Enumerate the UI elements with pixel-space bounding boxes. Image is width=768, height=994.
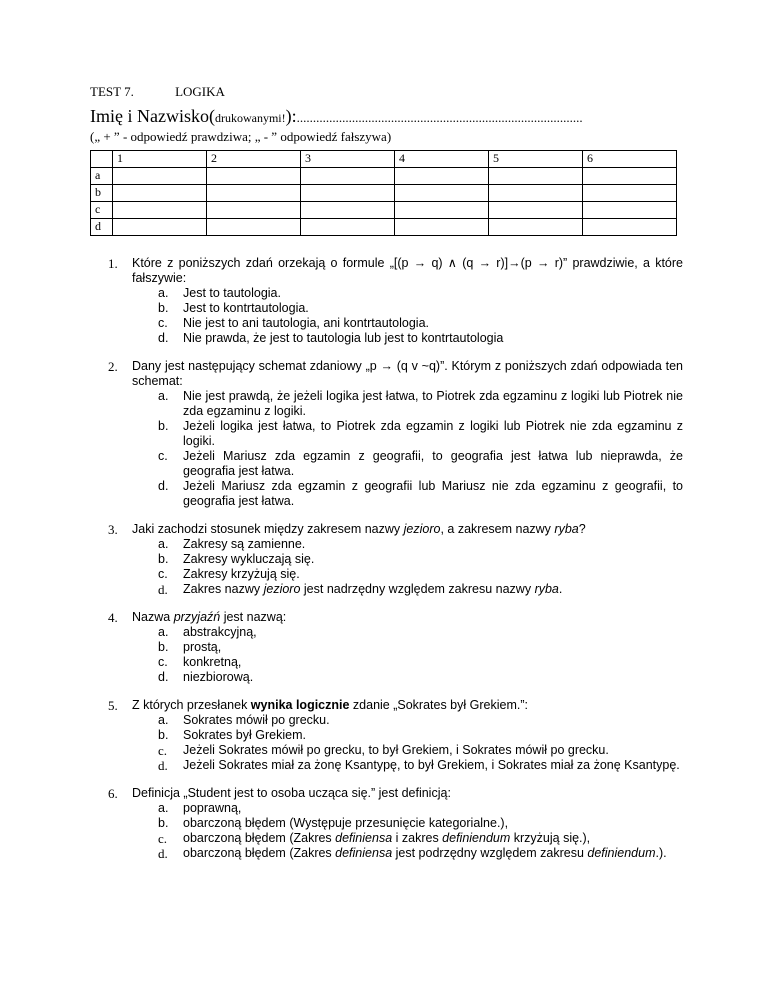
option-letter: a.: [158, 389, 169, 403]
answer-grid-row: [91, 202, 677, 219]
option: [158, 316, 683, 331]
test-label: TEST 7.: [90, 84, 134, 99]
question-5: [108, 698, 683, 773]
option: [158, 479, 683, 509]
row-label: b: [91, 185, 113, 202]
term-ryba: ryba: [554, 522, 579, 536]
option-text: Jeżeli Mariusz zda egzamin z geografii lub Mariusz nie zda egzaminu z geografii, to geografia jest łatwa.: [183, 479, 683, 508]
answer-cell[interactable]: [583, 185, 677, 202]
subject-label: LOGIKA: [175, 84, 225, 99]
option-list: [158, 537, 683, 597]
option: [158, 582, 683, 597]
option-list: [158, 713, 683, 773]
answer-cell[interactable]: [113, 185, 207, 202]
text-segment: Nazwa: [132, 610, 174, 624]
answer-cell[interactable]: [113, 202, 207, 219]
option: [158, 655, 683, 670]
option-letter: a.: [158, 713, 169, 727]
option-letter: b.: [158, 419, 169, 433]
option-letter: a.: [158, 286, 169, 300]
option-text: Nie prawda, że jest to tautologia lub jest to kontrtautologia: [183, 331, 504, 345]
option-text: Jeżeli Sokrates miał za żonę Ksantypę, to był Grekiem, i Sokrates miał za żonę Ksantypę.: [183, 758, 680, 772]
option: [158, 758, 683, 773]
option-letter: a.: [158, 801, 169, 815]
option-text: abstrakcyjną,: [183, 625, 257, 639]
text-segment: Zakres nazwy: [183, 582, 264, 596]
text-segment: .: [558, 582, 563, 596]
answer-grid: [90, 150, 677, 236]
option-letter: c.: [158, 567, 168, 581]
name-input-dots[interactable]: ........................................................................................: [296, 110, 583, 125]
text-segment: Z których przesłanek: [132, 698, 251, 712]
option-text: [183, 846, 667, 860]
term-definiensa: definiensa: [335, 831, 393, 845]
answer-cell[interactable]: [583, 219, 677, 236]
answer-cell[interactable]: [113, 168, 207, 185]
answer-legend: („ + ” - odpowiedź prawdziwa; „ - ” odpowiedź fałszywa): [90, 129, 392, 144]
option-text: niezbiorową.: [183, 670, 254, 684]
answer-cell[interactable]: [301, 168, 395, 185]
option: [158, 419, 683, 449]
option-text: prostą,: [183, 640, 222, 654]
term-przyjazn: przyjaźń: [173, 610, 221, 624]
name-suffix: ):: [285, 106, 297, 126]
column-header: 3: [301, 151, 395, 168]
option-letter: d.: [158, 670, 169, 684]
question-number: 2.: [108, 359, 118, 374]
text-segment: , a zakresem nazwy: [440, 522, 555, 536]
question-list: [108, 256, 683, 874]
answer-grid-row: [91, 185, 677, 202]
text-segment: obarczoną błędem (Zakres: [183, 831, 336, 845]
option-text: Sokrates mówił po grecku.: [183, 713, 330, 727]
option: [158, 743, 683, 758]
option-text: Zakresy krzyżują się.: [183, 567, 300, 581]
answer-cell[interactable]: [207, 202, 301, 219]
option-letter: c.: [158, 743, 168, 758]
option-text: poprawną,: [183, 801, 242, 815]
term-jezioro: jezioro: [403, 522, 441, 536]
text-segment: i zakres: [392, 831, 443, 845]
option: [158, 389, 683, 419]
term-definiendum: definiendum: [587, 846, 656, 860]
question-text: Definicja „Student jest to osoba ucząca się.” jest definicją:: [132, 786, 451, 800]
option-text: Jest to kontrtautologia.: [183, 301, 309, 315]
option: [158, 301, 683, 316]
term-jezioro: jezioro: [263, 582, 301, 596]
option-text: [183, 831, 590, 845]
text-segment: krzyżują się.),: [510, 831, 591, 845]
option: [158, 567, 683, 582]
question-text: [132, 610, 683, 625]
question-text: Dany jest następujący schemat zdaniowy „p → (q v ~q)”. Którym z poniższych zdań odpowiada ten schemat:: [132, 359, 683, 388]
option-letter: b.: [158, 552, 169, 566]
option-letter: c.: [158, 449, 168, 463]
option-letter: d.: [158, 479, 169, 493]
corner-cell: [91, 151, 113, 168]
text-segment: zdanie „Sokrates był Grekiem.”:: [349, 698, 528, 712]
answer-cell[interactable]: [583, 202, 677, 219]
option-letter: d.: [158, 758, 168, 773]
answer-cell[interactable]: [583, 168, 677, 185]
answer-cell[interactable]: [301, 219, 395, 236]
option-letter: d.: [158, 582, 168, 597]
option-letter: c.: [158, 316, 168, 330]
term-definiensa: definiensa: [335, 846, 393, 860]
option-text: Jeżeli logika jest łatwa, to Piotrek zda egzamin z logiki lub Piotrek nie zda egzaminu z logiki.: [183, 419, 683, 448]
answer-cell[interactable]: [207, 185, 301, 202]
option-text: konkretną,: [183, 655, 242, 669]
row-label: d: [91, 219, 113, 236]
option-letter: a.: [158, 537, 169, 551]
text-segment: obarczoną błędem (Zakres: [183, 846, 336, 860]
option-text: Sokrates był Grekiem.: [183, 728, 306, 742]
option-letter: d.: [158, 331, 169, 345]
answer-cell[interactable]: [489, 219, 583, 236]
option-text: Nie jest prawdą, że jeżeli logika jest łatwa, to Piotrek zda egzaminu z logiki lub Piotrek nie zda egzaminu z logiki.: [183, 389, 683, 418]
option: [158, 728, 683, 743]
emphasis-bold: wynika logicznie: [250, 698, 350, 712]
option-text: Zakresy wykluczają się.: [183, 552, 315, 566]
answer-cell[interactable]: [395, 185, 489, 202]
option: [158, 831, 683, 846]
question-number: 5.: [108, 698, 118, 713]
name-hint: drukowanymi!: [214, 111, 286, 125]
row-label: c: [91, 202, 113, 219]
text-segment: .).: [655, 846, 667, 860]
text-segment: jest podrzędny względem zakresu: [392, 846, 588, 860]
option: [158, 331, 683, 346]
option-list: [158, 625, 683, 685]
question-number: 3.: [108, 522, 118, 537]
column-header: 6: [583, 151, 677, 168]
option-text: obarczoną błędem (Występuje przesunięcie kategorialne.),: [183, 816, 509, 830]
option: [158, 552, 683, 567]
answer-grid-row: [91, 168, 677, 185]
answer-cell[interactable]: [489, 185, 583, 202]
question-text: [132, 522, 683, 537]
question-3: [108, 522, 683, 597]
row-label: a: [91, 168, 113, 185]
answer-cell[interactable]: [301, 202, 395, 219]
option: [158, 537, 683, 552]
option-list: [158, 389, 683, 509]
option-text: Jeżeli Sokrates mówił po grecku, to był Grekiem, i Sokrates mówił po grecku.: [183, 743, 609, 757]
column-header: 5: [489, 151, 583, 168]
test-header: [90, 84, 225, 100]
text-segment: ?: [578, 522, 586, 536]
answer-cell[interactable]: [301, 185, 395, 202]
option: [158, 713, 683, 728]
answer-cell[interactable]: [395, 219, 489, 236]
answer-cell[interactable]: [395, 202, 489, 219]
option-text: Jeżeli Mariusz zda egzamin z geografii, to geografia jest łatwa lub nieprawda, że geografia jest łatwa.: [183, 449, 683, 478]
term-ryba: ryba: [534, 582, 559, 596]
column-header: 1: [113, 151, 207, 168]
question-2: [108, 359, 683, 509]
answer-cell[interactable]: [207, 168, 301, 185]
option-list: [158, 801, 683, 861]
option-letter: b.: [158, 816, 169, 830]
question-6: [108, 786, 683, 861]
option: [158, 670, 683, 685]
option-letter: d.: [158, 846, 168, 861]
answer-cell[interactable]: [489, 168, 583, 185]
question-text: [132, 698, 683, 713]
option: [158, 286, 683, 301]
term-definiendum: definiendum: [442, 831, 511, 845]
option-list: [158, 286, 683, 346]
text-segment: jest nazwą:: [220, 610, 287, 624]
option-text: Zakresy są zamienne.: [183, 537, 306, 551]
answer-cell[interactable]: [395, 168, 489, 185]
answer-cell[interactable]: [113, 219, 207, 236]
option-letter: b.: [158, 301, 169, 315]
option-text: [183, 582, 562, 596]
name-line: [90, 106, 583, 127]
option-letter: b.: [158, 640, 169, 654]
answer-grid-header-row: [91, 151, 677, 168]
column-header: 2: [207, 151, 301, 168]
option-text: Jest to tautologia.: [183, 286, 281, 300]
option: [158, 640, 683, 655]
question-4: [108, 610, 683, 685]
option-letter: c.: [158, 831, 168, 846]
option: [158, 449, 683, 479]
option: [158, 816, 683, 831]
option-letter: c.: [158, 655, 168, 669]
question-number: 6.: [108, 786, 118, 801]
text-segment: jest nadrzędny względem zakresu nazwy: [300, 582, 535, 596]
option-letter: b.: [158, 728, 169, 742]
question-1: [108, 256, 683, 346]
answer-cell[interactable]: [207, 219, 301, 236]
question-number: 4.: [108, 610, 118, 625]
question-text: Które z poniższych zdań orzekają o formule „[(p → q) ∧ (q → r)]→(p → r)” prawdziwie, a które fałszywie:: [132, 256, 683, 285]
option: [158, 625, 683, 640]
column-header: 4: [395, 151, 489, 168]
question-number: 1.: [108, 256, 118, 271]
option-letter: a.: [158, 625, 169, 639]
option: [158, 846, 683, 861]
answer-cell[interactable]: [489, 202, 583, 219]
option: [158, 801, 683, 816]
name-label: Imię i Nazwisko(: [90, 106, 215, 126]
option-text: Nie jest to ani tautologia, ani kontrtautologia.: [183, 316, 429, 330]
text-segment: Jaki zachodzi stosunek między zakresem nazwy: [132, 522, 404, 536]
answer-grid-row: [91, 219, 677, 236]
